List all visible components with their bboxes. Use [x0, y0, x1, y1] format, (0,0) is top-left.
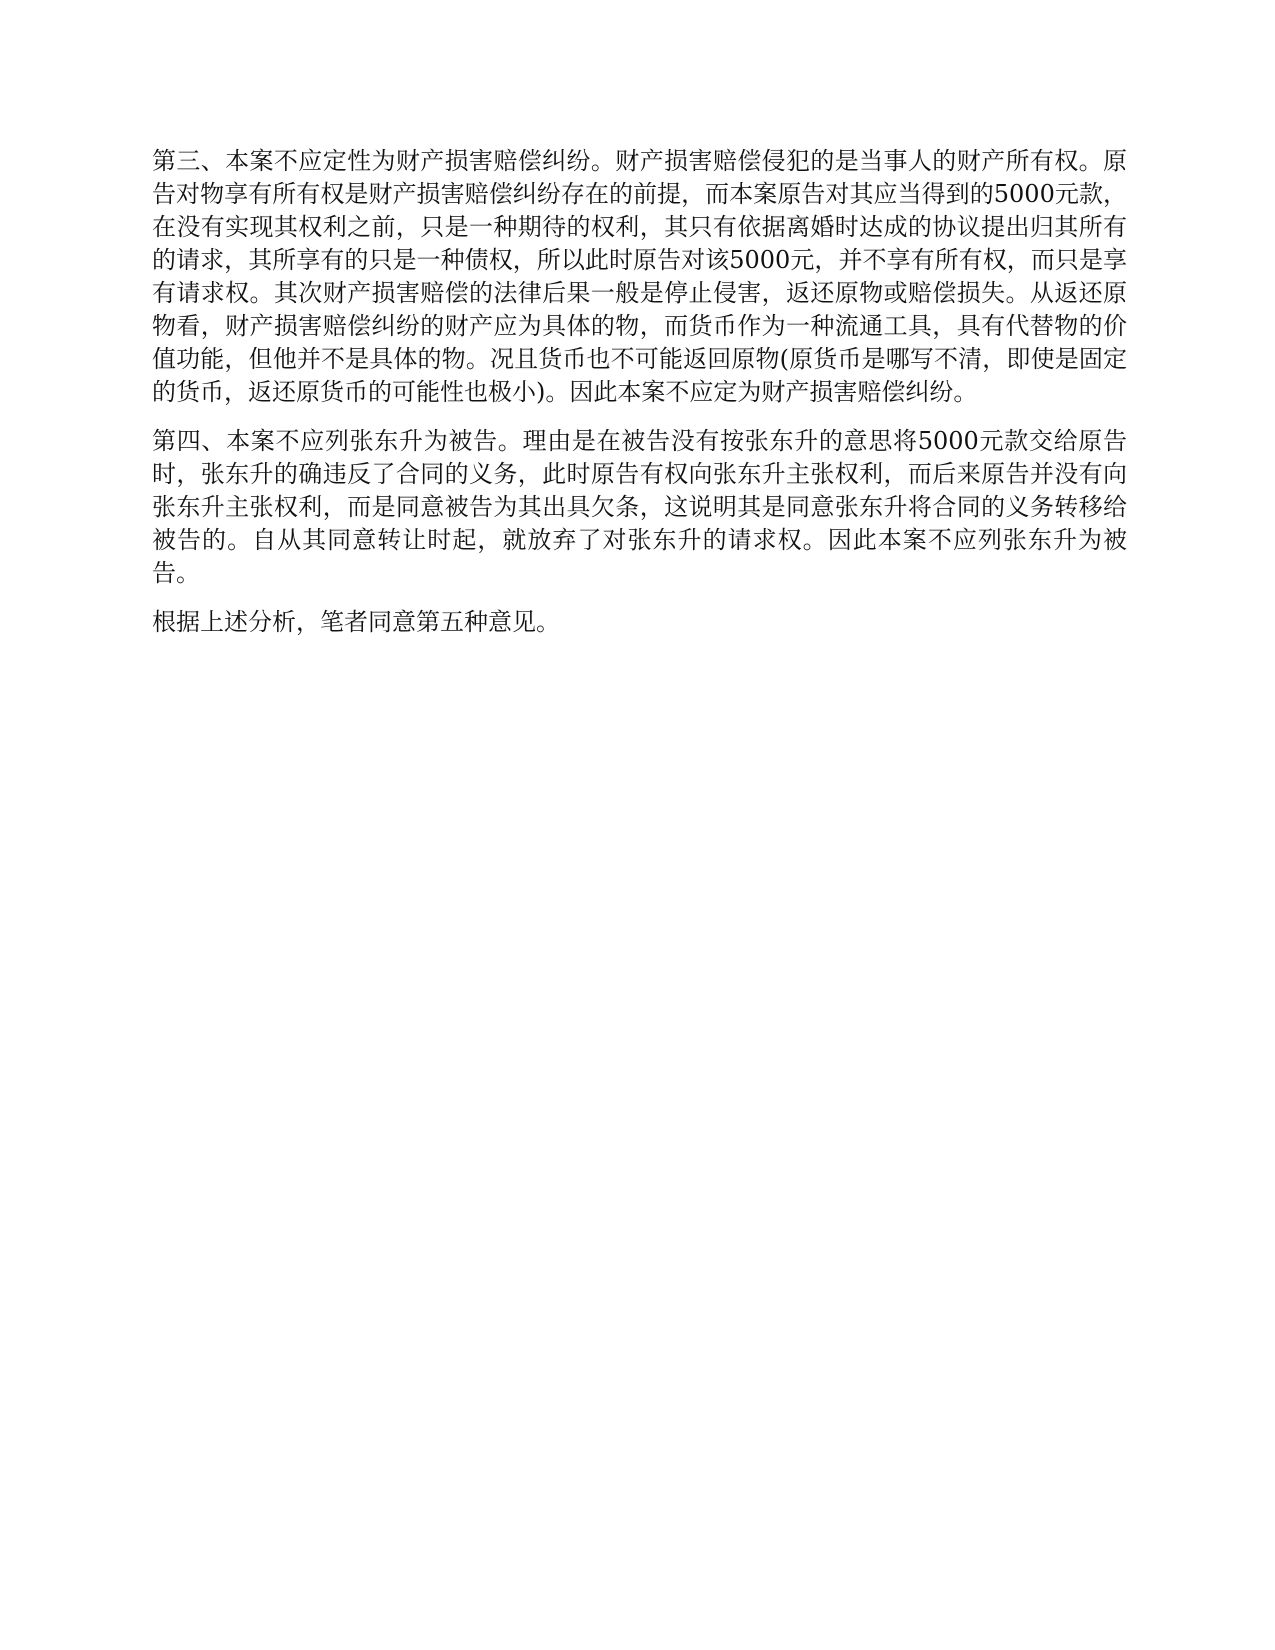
- paragraph-third-point: 第三、本案不应定性为财产损害赔偿纠纷。财产损害赔偿侵犯的是当事人的财产所有权。原告对物享有所有权是财产损害赔偿纠纷存在的前提，而本案原告对其应当得到的5000元款，在没有实现其权利之前，只是一种期待的权利，其只有依据离婚时达成的协议提出归其所有的请求，其所享有的只是一种债权，所以此时原告对该5000元，并不享有所有权，而只是享有请求权。其次财产损害赔偿的法律后果一般是停止侵害，返还原物或赔偿损失。从返还原物看，财产损害赔偿纠纷的财产应为具体的物，而货币作为一种流通工具，具有代替物的价值功能，但他并不是具体的物。况且货币也不可能返回原物(原货币是哪写不清，即使是固定的货币，返还原货币的可能性也极小)。因此本案不应定为财产损害赔偿纠纷。: [152, 147, 1127, 406]
- paragraph-conclusion: 根据上述分析，笔者同意第五种意见。: [152, 608, 560, 636]
- paragraph-fourth-point: 第四、本案不应列张东升为被告。理由是在被告没有按张东升的意思将5000元款交给原告时，张东升的确违反了合同的义务，此时原告有权向张东升主张权利，而后来原告并没有向张东升主张权利，而是同意被告为其出具欠条，这说明其是同意张东升将合同的义务转移给被告的。自从其同意转让时起，就放弃了对张东升的请求权。因此本案不应列张东升为被告。: [152, 427, 1127, 587]
- document-body: [152, 145, 1127, 655]
